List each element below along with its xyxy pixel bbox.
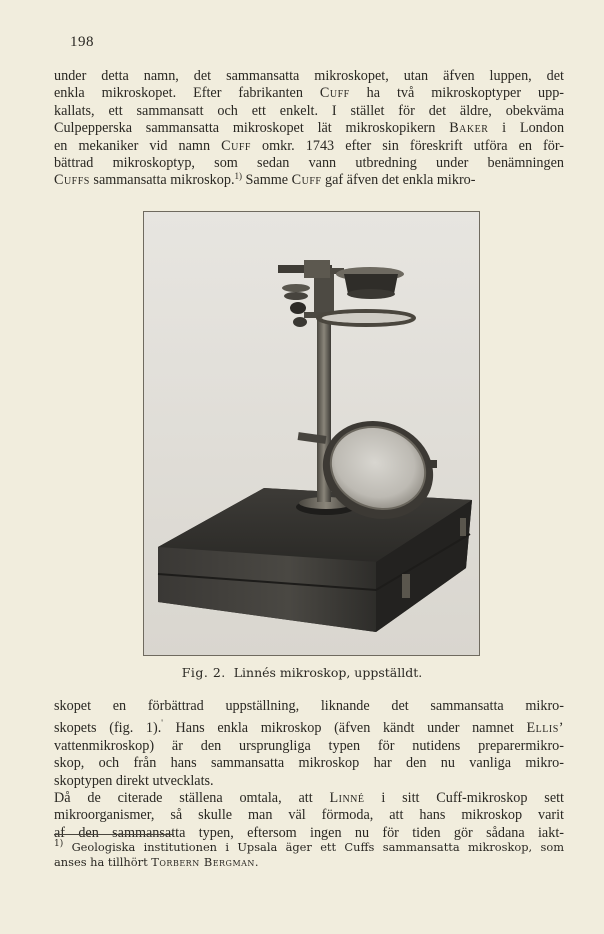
- text-line: en mekaniker vid namn Cuff omkr. 1743 efter sin föreskrift utföra en för-: [54, 137, 565, 154]
- microscope-photograph: [143, 211, 480, 656]
- person-name-cuff: Cuff: [291, 172, 322, 189]
- text-line: skopet en förbättrad uppställning, liknande det sammansatta mikro-: [54, 698, 564, 714]
- person-name-cuff: Cuff: [319, 85, 350, 102]
- figure-caption: [0, 665, 604, 680]
- footnote-line: $^{1)}$ Geologiska institutionen i Upsala äger ett Cuffs sammansatta mikroskop, som: [54, 839, 564, 854]
- person-name-ellis: Ellis’: [526, 720, 564, 737]
- person-name-bergman: Torbern Bergman.: [151, 855, 260, 869]
- figure-caption-text: Linnés mikroskop, uppställdt.: [233, 665, 423, 680]
- person-name-baker: Baker: [449, 120, 489, 137]
- text-line: Culpepperska sammansatta mikroskopet lät mikroskopikern Baker i London: [54, 120, 565, 137]
- text-line: under detta namn, det sammansatta mikroskopet, utan äfven luppen, det: [54, 68, 564, 84]
- person-name-cuffs: Cuffs: [54, 172, 90, 189]
- text-line: skoptypen direkt utvecklats.: [54, 772, 214, 789]
- stray-mark: ': [161, 718, 163, 729]
- text-line: Då de citerade ställena omtala, att Linné i sitt Cuff-mikroskop sett: [54, 790, 564, 807]
- text-line: mikroorganismer, så skulle man väl förmoda, att hans mikroskop varit: [54, 807, 564, 824]
- text-line: vattenmikroskop) är den ursprungliga typen för nutidens preparermikro-: [54, 737, 564, 754]
- body-paragraph-1: [54, 68, 564, 190]
- page-number: 198: [70, 34, 94, 50]
- footnote-reference: 1): [234, 171, 242, 182]
- person-name-cuff: Cuff: [221, 137, 251, 154]
- footnote-marker: 1): [54, 839, 64, 849]
- footnote-divider: [54, 834, 174, 835]
- text-line: skopets (fig. 1).' Hans enkla mikroskop (äfven kändt under namnet Ellis’: [54, 718, 564, 737]
- text-line: bättrad mikroskoptyp, som sedan vann utbredning under benämningen: [54, 155, 564, 172]
- footnote: [54, 840, 564, 870]
- person-name-linne: Linné: [329, 790, 365, 807]
- figure-label: Fig. 2.: [181, 665, 226, 680]
- footnote-line: anses ha tillhört Torbern Bergman.: [54, 855, 260, 869]
- body-paragraph-2: [54, 698, 564, 842]
- text-line: Cuffs sammansatta mikroskop.$^{1)}$ Samme Cuff gaf äfven det enkla mikro-: [54, 171, 476, 189]
- text-line: af den sammansatta typen, eftersom ingen nu för tiden gör sådana iakt-: [54, 824, 564, 841]
- text-line: skop, och från hans sammansatta mikroskop har den nu vanliga mikro-: [54, 755, 564, 772]
- text-line: kallats, ett sammansatt och ett enkelt. I stället för det äldre, obekväma: [54, 102, 564, 119]
- text-line: enkla mikroskopet. Efter fabrikanten Cuff ha två mikroskoptyper upp-: [54, 85, 565, 102]
